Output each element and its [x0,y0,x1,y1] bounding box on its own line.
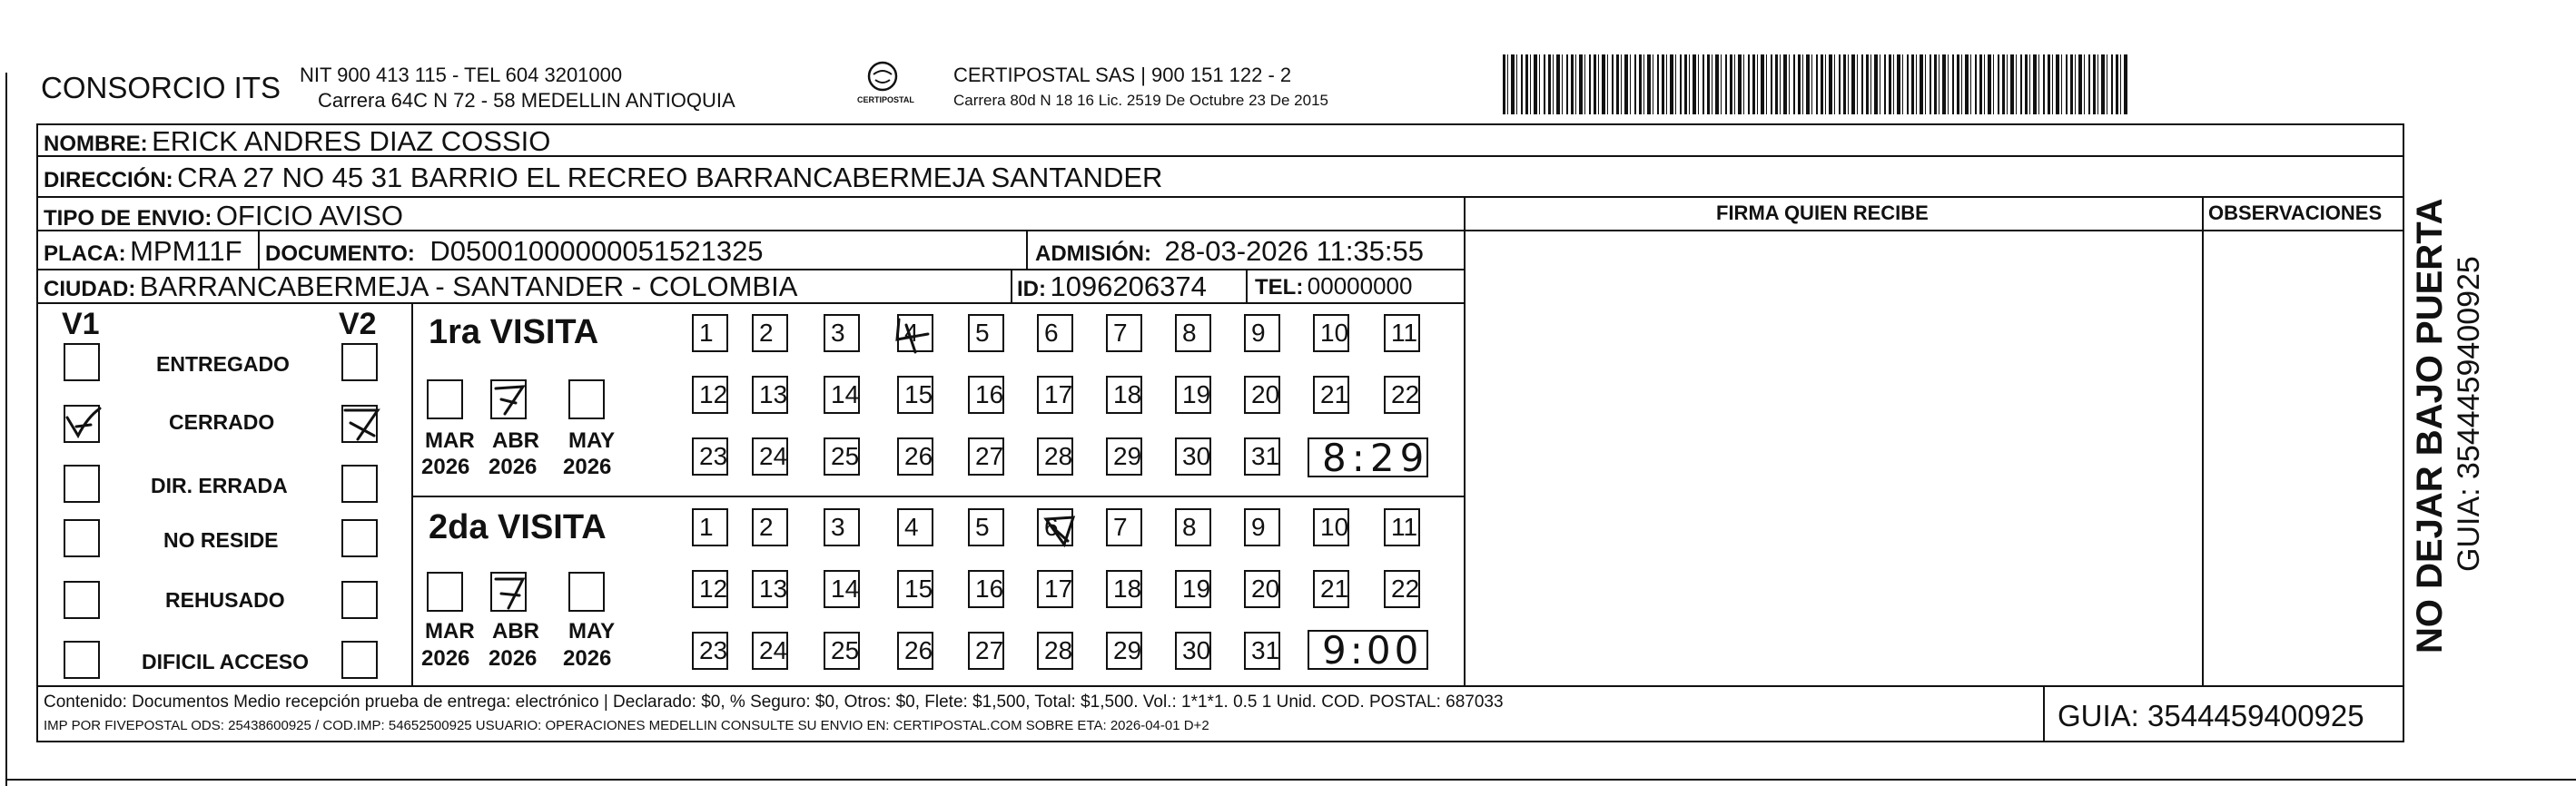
col-line [2043,685,2045,742]
visit2-month-may-checkbox[interactable] [568,572,605,612]
visit1-day-19-box[interactable]: 19 [1175,376,1211,414]
visit1-day-1-box[interactable]: 1 [692,314,728,352]
document-label: DOCUMENTO: [265,241,415,266]
side-guia: GUIA: 3544459400925 [2452,256,2486,572]
visit1-day-29-box[interactable]: 29 [1106,437,1142,476]
visit1-day4-checkmark [888,312,935,358]
courier-info-2: Carrera 80d N 18 16 Lic. 2519 De Octubre 23 De 2015 [953,92,1328,109]
side-warning-wrap [2412,154,2448,663]
document-row [265,237,764,265]
name-row [44,127,550,155]
document-value: D05001000000051521325 [429,235,764,267]
company-info-1: NIT 900 413 115 - TEL 604 3201000 [300,64,623,86]
visit2-day-22-box[interactable]: 22 [1384,570,1420,608]
visit2-day-13-box[interactable]: 13 [752,570,788,608]
id-label: ID: [1017,277,1046,301]
visit1-time-box[interactable] [1308,436,1430,480]
visit2-day-26-box[interactable]: 26 [897,632,933,670]
visit1-day-6-box[interactable]: 6 [1037,314,1073,352]
row-line [36,685,2404,687]
status-dir-errada: DIR. ERRADA [151,474,288,497]
visit2-day-16-box[interactable]: 16 [968,570,1004,608]
certipostal-logo [857,58,914,111]
visit2-month-mar: MAR [425,619,475,644]
id-value: 1096206374 [1050,270,1207,302]
visit2-day-12-box[interactable]: 12 [692,570,728,608]
col-line [1026,230,1028,270]
visit2-day-25-box[interactable]: 25 [824,632,860,670]
v2-no-reside-checkbox[interactable] [341,519,378,557]
visit1-day-9-box[interactable]: 9 [1244,314,1280,352]
city-label: CIUDAD: [44,277,136,301]
name-value: ERICK ANDRES DIAZ COSSIO [152,125,551,157]
v1-rehusado-checkbox[interactable] [64,581,100,619]
visit2-day-1-box[interactable]: 1 [692,508,728,546]
visit2-day-7-box[interactable]: 7 [1106,508,1142,546]
v1-cerrado-checkmark [60,399,105,447]
address-value: CRA 27 NO 45 31 BARRIO EL RECREO BARRANCABERMEJA SANTANDER [177,162,1163,193]
visit2-abr-checkmark [489,568,530,614]
col-line [1246,269,1248,303]
visit2-day-4-box[interactable]: 4 [897,508,933,546]
name-label: NOMBRE: [44,132,148,156]
v1-dificil-acceso-checkbox[interactable] [64,641,100,679]
visit1-day-14-box[interactable]: 14 [824,376,860,414]
visit1-time: 8:29 [1322,436,1430,480]
col-line [1011,269,1012,303]
signature-header: FIRMA QUIEN RECIBE [1716,201,1929,224]
visit1-month-mar-checkbox[interactable] [427,379,463,419]
visit1-day-12-box[interactable]: 12 [692,376,728,414]
visit1-year-abr: 2026 [489,455,538,479]
visit2-day-2-box[interactable]: 2 [752,508,788,546]
visit1-year-may: 2026 [563,455,612,479]
row-line [36,196,2404,198]
visit1-month-abr: ABR [492,428,539,453]
visit2-day-3-box[interactable]: 3 [824,508,860,546]
tel-label: TEL: [1255,275,1304,300]
visit1-day-24-box[interactable]: 24 [752,437,788,476]
address-row [44,163,1162,192]
visit2-day-24-box[interactable]: 24 [752,632,788,670]
status-entregado: ENTREGADO [156,352,290,376]
visit2-day-21-box[interactable]: 21 [1313,570,1349,608]
visit1-day-18-box[interactable]: 18 [1106,376,1142,414]
admission-value: 28-03-2026 11:35:55 [1164,235,1425,267]
col-line [411,302,413,686]
plate-label: PLACA: [44,241,126,266]
footer-guia: GUIA: 3544459400925 [2058,699,2364,732]
visit1-day-16-box[interactable]: 16 [968,376,1004,414]
visit2-day-14-box[interactable]: 14 [824,570,860,608]
address-label: DIRECCIÓN: [44,168,173,192]
visit2-day-9-box[interactable]: 9 [1244,508,1280,546]
visit2-year-may: 2026 [563,646,612,671]
side-warning: NO DEJAR BAJO PUERTA [2410,198,2450,653]
v2-label: V2 [339,307,377,341]
company-info-2: Carrera 64C N 72 - 58 MEDELLIN ANTIOQUIA [318,89,735,112]
visit1-day-27-box[interactable]: 27 [968,437,1004,476]
v1-entregado-checkbox[interactable] [64,343,100,381]
v2-rehusado-checkbox[interactable] [341,581,378,619]
footer-imp: IMP POR FIVEPOSTAL ODS: 25438600925 / COD.IMP: 54652500925 USUARIO: OPERACIONES MEDELLIN CONSULTE SU ENVIO EN: CERTIPOSTAL.COM SOBRE ETA: 2026-04-01 D+2 [44,718,1209,733]
v1-label: V1 [62,307,100,341]
visit1-abr-checkmark [489,376,530,421]
visit2-year-mar: 2026 [421,646,470,671]
status-rehusado: REHUSADO [165,588,285,612]
city-value: BARRANCABERMEJA - SANTANDER - COLOMBIA [139,270,798,302]
logo-text: CERTIPOSTAL [857,95,914,104]
v2-cerrado-checkmark [338,399,383,447]
side-guia-wrap [2453,154,2490,663]
visit2-day-17-box[interactable]: 17 [1037,570,1073,608]
visit1-day-4-box[interactable]: 4 [897,314,933,352]
v2-dificil-acceso-checkbox[interactable] [341,641,378,679]
bottom-edge-line [5,779,2576,781]
visit2-day-27-box[interactable]: 27 [968,632,1004,670]
visit1-day-26-box[interactable]: 26 [897,437,933,476]
admission-label: ADMISIÓN: [1035,241,1151,266]
visit1-day-15-box[interactable]: 15 [897,376,933,414]
observations-header: OBSERVACIONES [2208,201,2383,224]
visit2-year-abr: 2026 [489,646,538,671]
visit2-day-28-box[interactable]: 28 [1037,632,1073,670]
visit1-day-23-box[interactable]: 23 [692,437,728,476]
visit2-month-may: MAY [568,619,616,644]
courier-info-1: CERTIPOSTAL SAS | 900 151 122 - 2 [953,64,1292,86]
col-line [258,230,260,270]
visit1-month-may: MAY [568,428,616,453]
tel-row [1255,274,1412,299]
visit2-time-box[interactable] [1308,628,1428,673]
city-row [44,272,797,300]
visit1-day-25-box[interactable]: 25 [824,437,860,476]
visit2-day-23-box[interactable]: 23 [692,632,728,670]
company-name: CONSORCIO ITS [41,71,281,104]
col-line [1464,196,1466,686]
visit1-month-mar: MAR [425,428,475,453]
visit2-day6-checkmark [1037,508,1082,554]
visit1-day-30-box[interactable]: 30 [1175,437,1211,476]
visit2-day-5-box[interactable]: 5 [968,508,1004,546]
status-dificil-acceso: DIFICIL ACCESO [142,650,310,673]
row-line [36,302,1464,304]
visit2-day-19-box[interactable]: 19 [1175,570,1211,608]
visit1-day-5-box[interactable]: 5 [968,314,1004,352]
visit2-day-11-box[interactable]: 11 [1384,508,1420,546]
visit2-day-31-box[interactable]: 31 [1244,632,1280,670]
col-line [2202,196,2204,686]
v2-entregado-checkbox[interactable] [341,343,378,381]
visit2-day-10-box[interactable]: 10 [1313,508,1349,546]
visit2-day-18-box[interactable]: 18 [1106,570,1142,608]
visit2-day-29-box[interactable]: 29 [1106,632,1142,670]
visit1-day-3-box[interactable]: 3 [824,314,860,352]
plate-value: MPM11F [130,235,242,267]
visit1-day-2-box[interactable]: 2 [752,314,788,352]
visit2-day-8-box[interactable]: 8 [1175,508,1211,546]
visit1-day-10-box[interactable]: 10 [1313,314,1349,352]
visit1-day-8-box[interactable]: 8 [1175,314,1211,352]
plate-row [44,237,242,265]
left-edge-line [5,73,7,786]
visit1-month-may-checkbox[interactable] [568,379,605,419]
visit1-day-11-box[interactable]: 11 [1384,314,1420,352]
visit2-month-mar-checkbox[interactable] [427,572,463,612]
type-row [44,201,403,230]
visit1-day-17-box[interactable]: 17 [1037,376,1073,414]
visit2-title: 2da VISITA [429,508,607,546]
visit2-month-abr: ABR [492,619,539,644]
visit1-year-mar: 2026 [421,455,470,479]
barcode [1503,54,2129,114]
visit2-day-30-box[interactable]: 30 [1175,632,1211,670]
visit2-day-6-box[interactable]: 6 [1037,508,1073,546]
type-label: TIPO DE ENVIO: [44,206,212,231]
row-line [411,496,1464,497]
status-no-reside: NO RESIDE [163,528,279,552]
id-row [1017,272,1207,300]
visit1-day-21-box[interactable]: 21 [1313,376,1349,414]
visit1-day-20-box[interactable]: 20 [1244,376,1280,414]
status-cerrado: CERRADO [169,410,275,434]
visit1-day-13-box[interactable]: 13 [752,376,788,414]
v1-no-reside-checkbox[interactable] [64,519,100,557]
type-value: OFICIO AVISO [215,200,403,231]
visit2-day-20-box[interactable]: 20 [1244,570,1280,608]
visit1-title: 1ra VISITA [429,313,599,351]
visit2-time: 9:00 [1322,628,1423,673]
visit1-day-7-box[interactable]: 7 [1106,314,1142,352]
visit2-day-15-box[interactable]: 15 [897,570,933,608]
visit1-day-22-box[interactable]: 22 [1384,376,1420,414]
visit1-day-28-box[interactable]: 28 [1037,437,1073,476]
v1-dir-errada-checkbox[interactable] [64,465,100,503]
footer-contents: Contenido: Documentos Medio recepción prueba de entrega: electrónico | Declarado: $0, % Seguro: $0, Otros: $0, Flete: $1,500, Total: $1,500. Vol.: 1*1*1. 0.5 1 Unid. COD. POSTAL: 687033 [44,693,1504,712]
visit1-day-31-box[interactable]: 31 [1244,437,1280,476]
admission-row [1035,237,1424,265]
tel-value: 00000000 [1307,272,1413,300]
v2-dir-errada-checkbox[interactable] [341,465,378,503]
